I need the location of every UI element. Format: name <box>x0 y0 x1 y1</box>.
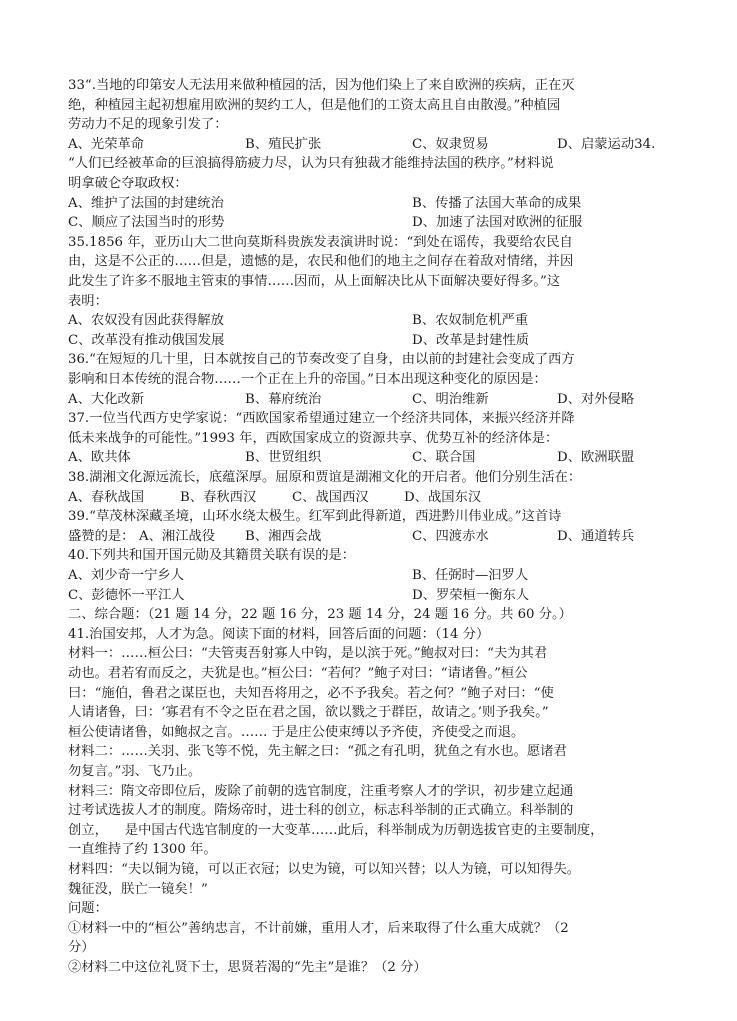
options-row <box>68 586 673 606</box>
question-39 <box>68 507 673 546</box>
question-33 <box>68 76 673 154</box>
material-2 <box>68 742 673 781</box>
question-item: ①材料一中的“桓公”善纳忠言，不计前嫌，重用人才，后来取得了什么重大成就？（2 <box>68 920 569 936</box>
option-c[interactable]: C、改革没有推动俄国发展 <box>68 332 225 348</box>
material-text: 勿复言。”羽、飞乃止。 <box>68 763 202 779</box>
option-d[interactable]: D、通道转兵 <box>557 528 635 544</box>
question-text: 表明： <box>68 293 108 309</box>
material-text: 一直维持了约 1300 年。 <box>68 842 217 858</box>
questions <box>68 899 673 977</box>
question-41-intro: 41.治国安邦，人才为急。阅读下面的材料，回答后面的问题：（14 分） <box>68 626 490 642</box>
option-c[interactable]: C、四渡赤水 <box>412 528 489 544</box>
option-c[interactable]: C、明治维新 <box>412 391 489 407</box>
question-35 <box>68 233 673 351</box>
question-text: 此发生了许多不服地主管束的事情……因而，从上面解决比从下面解决要好得多。”这 <box>68 273 561 289</box>
option-a[interactable]: A、春秋战国 <box>68 489 145 505</box>
options-row <box>68 488 673 508</box>
question-text: 影响和日本传统的混合物……一个正在上升的帝国。”日本出现这种变化的原因是： <box>68 371 547 387</box>
question-text: “人们已经被革命的巨浪搞得筋疲力尽，认为只有独裁才能维持法国的秩序。”材料说 <box>68 156 554 172</box>
option-c[interactable]: C、顺应了法国当时的形势 <box>68 215 225 231</box>
option-a[interactable]: A、农奴没有因此获得解放 <box>68 313 224 329</box>
option-b[interactable]: B、殖民扩张 <box>245 136 322 152</box>
material-text: 魏征没，朕亡一镜矣！” <box>68 881 208 897</box>
question-text: 低未来战争的可能性。”1993 年，西欧国家成立的资源共享、优势互补的经济体是： <box>68 430 559 446</box>
material-text: 人请诸鲁，曰：‘寡君有不令之臣在君之国，欲以戮之于群臣，故请之。’则予我矣。” <box>68 705 549 721</box>
question-text: 33“.当地的印第安人无法用来做种植园的活，因为他们染上了来自欧洲的疾病，正在灭 <box>68 78 575 93</box>
option-d[interactable]: D、罗荣桓一衡东人 <box>412 587 530 603</box>
question-text: 40.下列共和国开国元勋及其籍贯关联有误的是： <box>68 548 356 564</box>
question-text: 38.湖湘文化源远流长，底蕴深厚。屈原和贾谊是湖湘文化的开启者。他们分别生活在： <box>68 470 582 485</box>
question-text: 绝，种植园主起初想雇用欧洲的契约工人，但是他们的工资太高且自由散漫。”种植园 <box>68 97 561 113</box>
material-text: 过考试选拔人才的制度。隋炀帝时，进士科的创立，标志科举制的正式确立。科举制的 <box>68 803 574 819</box>
question-item: ②材料二中这位礼贤下士，思贤若渴的“先主”是谁？（2 分） <box>68 959 427 975</box>
options-row <box>68 390 673 410</box>
option-b[interactable]: B、任弼时—汩罗人 <box>412 567 529 583</box>
option-c[interactable]: C、联合国 <box>412 450 476 466</box>
option-c[interactable]: C、战国西汉 <box>292 489 369 505</box>
options-row <box>68 566 673 586</box>
question-text: 由，这是不公正的……但是，遗憾的是，农民和他们的地主之间存在着敌对情绪，并因 <box>68 254 574 270</box>
question-37 <box>68 409 673 468</box>
material-text: 桓公使请诸鲁，如鲍叔之言。…… 于是庄公使束缚以予齐使，齐使受之而退。 <box>68 724 525 740</box>
options-row <box>68 135 673 155</box>
option-d[interactable]: D、加速了法国对欧洲的征服 <box>412 215 583 231</box>
option-d[interactable]: D、改革是封建性质 <box>412 332 530 348</box>
question-text: 36.“在短短的几十里，日本就按自己的节奏改变了自身，由以前的封建社会变成了西方 <box>68 352 575 368</box>
question-text: 35.1856 年，亚历山大二世向莫斯科贵族发表演讲时说：“到处在谣传，我要给农民自 <box>68 234 573 250</box>
question-text: 37.一位当代西方史学家说：“西欧国家希望通过建立一个经济共同体，来振兴经济并降 <box>68 411 575 427</box>
question-34 <box>68 154 673 232</box>
option-a[interactable]: A、大化改新 <box>68 391 145 407</box>
option-a[interactable]: A、欧共体 <box>68 450 131 466</box>
option-b[interactable]: B、农奴制危机严重 <box>412 313 529 329</box>
material-text: 材料一：……桓公曰：“夫管夷吾射寡人中钩，是以滨于死。”鲍叔对曰：“夫为其君 <box>68 646 548 662</box>
option-d[interactable]: D、对外侵略 <box>557 391 635 407</box>
option-b[interactable]: B、幕府统治 <box>245 391 322 407</box>
options-row <box>68 213 673 233</box>
question-36 <box>68 350 673 409</box>
section-2 <box>68 605 673 644</box>
options-row <box>68 527 673 547</box>
option-a[interactable]: A、湘江战役 <box>139 528 216 544</box>
question-40 <box>68 546 673 605</box>
options-row <box>68 311 673 331</box>
questions-label: 问题： <box>68 901 108 917</box>
option-d[interactable]: D、启蒙运动34. <box>557 136 656 152</box>
question-38 <box>68 468 673 507</box>
material-text: 材料二：……关羽、张飞等不悦，先主解之曰：“孤之有孔明，犹鱼之有水也。愿诸君 <box>68 744 567 760</box>
question-text: 劳动力不足的现象引发了： <box>68 117 228 133</box>
option-c[interactable]: C、奴隶贸易 <box>412 136 489 152</box>
option-a[interactable]: A、维护了法国的封建统治 <box>68 195 224 211</box>
material-3 <box>68 782 673 860</box>
material-text: 创立， 是中国古代选官制度的一大变革……此后，科举制成为历朝选拔官吏的主要制度， <box>68 822 604 838</box>
option-a[interactable]: A、光荣革命 <box>68 136 145 152</box>
option-d[interactable]: D、战国东汉 <box>404 489 482 505</box>
option-b[interactable]: B、传播了法国大革命的成果 <box>412 195 582 211</box>
option-c[interactable]: C、彭德怀一平江人 <box>68 587 185 603</box>
option-d[interactable]: D、欧洲联盟 <box>557 450 635 466</box>
option-a[interactable]: A、刘少奇一宁乡人 <box>68 567 184 583</box>
option-b[interactable]: B、湘西会战 <box>245 528 322 544</box>
section-heading: 二、综合题：（21 题 14 分，22 题 16 分，23 题 14 分，24 题 16 分。共 60 分。） <box>68 607 572 623</box>
material-text: 曰：“施伯，鲁君之谋臣也，夫知吾将用之，必不予我矣。若之何？”鲍子对曰：“使 <box>68 685 554 701</box>
material-4 <box>68 860 673 899</box>
options-row <box>68 331 673 351</box>
question-text-prefix: 盛赞的是： <box>68 528 135 544</box>
question-text: 明拿破仑夺取政权： <box>68 175 188 191</box>
material-text: 动也。君若宥而反之，夫犹是也。”桓公曰：“若何？”鲍子对曰：“请诸鲁。”桓公 <box>68 665 528 681</box>
material-text: 材料四：“夫以铜为镜，可以正衣冠；以史为镜，可以知兴替；以人为镜，可以知得失。 <box>68 862 581 877</box>
options-row <box>68 448 673 468</box>
option-b[interactable]: B、春秋西汉 <box>180 489 257 505</box>
options-row <box>68 194 673 214</box>
option-b[interactable]: B、世贸组织 <box>245 450 322 466</box>
question-item: 分） <box>68 940 95 956</box>
material-1 <box>68 644 673 742</box>
question-text: 39.“草茂林深藏圣境，山环水绕太极生。红军到此得新道，西进黔川伟业成。”这首诗 <box>68 509 562 525</box>
material-text: 材料三：隋文帝即位后，废除了前朝的选官制度，注重考察人才的学识，初步建立起通 <box>68 783 574 799</box>
